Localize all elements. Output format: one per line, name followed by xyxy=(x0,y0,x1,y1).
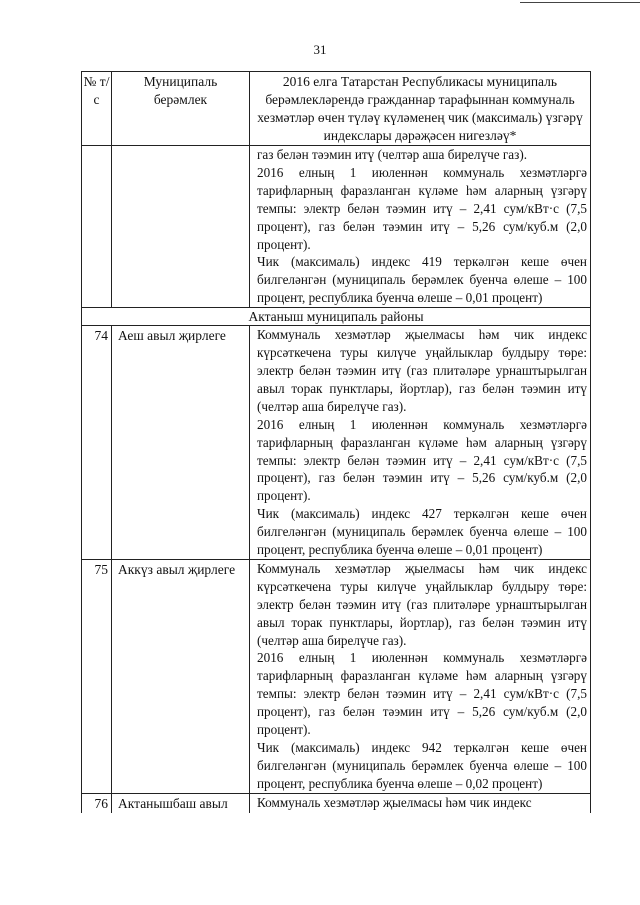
row-number: 74 xyxy=(82,326,112,560)
description-paragraph: Чик (максималь) индекс 942 теркәлгән кеше өчен билгеләнгән (муниципаль берәмлек буенча өлеше – 100 процент, республика буенча өлеше – 0,02 процент) xyxy=(257,740,587,791)
cell-description xyxy=(250,793,591,813)
municipality-name: Аккүз авыл җирлеге xyxy=(112,559,250,793)
table-header-row xyxy=(82,72,591,146)
cell-num xyxy=(82,146,112,308)
description-paragraph: 2016 елның 1 июленнән коммуналь хезмәтләргә тарифларның фаразланган күләме һәм аларның үзгәрү темпы: электр белән тәэмин итү – 2,41 сум/кВт·с (7,5 процент), газ белән тәэмин итү – 5,26 сум/куб.м (2,0 процент). xyxy=(257,416,587,504)
description-paragraph: Коммуналь хезмәтләр җыелмасы һәм чик индекс күрсәткечена туры килүче уңайлыклар булдыру төре: электр белән тәэмин итү (газ плитәләре урнаштырылган авыл торак пунктлары, йортлар), газ белән тәэмин итү (челтәр аша бирелүче газ). xyxy=(257,327,587,414)
cell-description xyxy=(250,326,591,560)
header-description: 2016 елга Татарстан Республикасы муниципаль берәмлекләрендә гражданнар тарафыннан коммуналь хезмәтләр өчен түләү күләменең чик (максималь) үзгәрү индекслары дәрәҗәсен нигезләү* xyxy=(250,72,591,146)
description-paragraph: 2016 елның 1 июленнән коммуналь хезмәтләргә тарифларның фаразланган күләме һәм аларның үзгәрү темпы: электр белән тәэмин итү – 2,41 сум/кВт·с (7,5 процент), газ белән тәэмин итү – 5,26 сум/куб.м (2,0 процент). xyxy=(257,650,587,738)
description-paragraph: Коммуналь хезмәтләр җыелмасы һәм чик индекс xyxy=(257,794,532,810)
page-number: 31 xyxy=(313,42,327,57)
header-num: № т/с xyxy=(82,72,112,146)
tariff-index-table xyxy=(81,71,591,813)
table-row-continued xyxy=(82,146,591,308)
municipality-name: Аеш авыл җирлеге xyxy=(112,326,250,560)
table-row xyxy=(82,326,591,560)
description-paragraph: Коммуналь хезмәтләр җыелмасы һәм чик индекс күрсәткечена туры килүче уңайлыклар булдыру төре: электр белән тәэмин итү (газ плитәләре урнаштырылган авыл торак пунктлары, йортлар), газ белән тәэмин итү (челтәр аша бирелүче газ). xyxy=(257,560,587,648)
section-row xyxy=(82,308,591,326)
description-paragraph: 2016 елның 1 июленнән коммуналь хезмәтләргә тарифларның фаразланган күләме һәм аларның үзгәрү темпы: электр белән тәэмин итү – 2,41 сум/кВт·с (7,5 процент), газ белән тәэмин итү – 5,26 сум/куб.м (2,0 процент). xyxy=(257,164,587,252)
header-municipality: Муниципаль берәмлек xyxy=(112,72,250,146)
description-paragraph: Чик (максималь) индекс 427 теркәлгән кеше өчен билгеләнгән (муниципаль берәмлек буенча өлеше – 100 процент, республика буенча өлеше – 0,01 процент) xyxy=(257,506,587,558)
description-paragraph: газ белән тәэмин итү (челтәр аша бирелүче газ). xyxy=(257,147,528,162)
cell-description xyxy=(250,146,591,308)
table-row xyxy=(82,793,591,813)
municipality-name: Актанышбаш авыл xyxy=(112,793,250,813)
top-rule-line xyxy=(520,2,640,3)
table-row xyxy=(82,559,591,793)
section-title: Актаныш муниципаль районы xyxy=(82,308,591,326)
description-paragraph: Чик (максималь) индекс 419 теркәлгән кеше өчен билгеләнгән (муниципаль берәмлек буенча өлеше – 100 процент, республика буенча өлеше – 0,01 процент) xyxy=(257,254,587,306)
cell-name xyxy=(112,146,250,308)
cell-description xyxy=(250,559,591,793)
row-number: 75 xyxy=(82,559,112,793)
row-number: 76 xyxy=(82,793,112,813)
